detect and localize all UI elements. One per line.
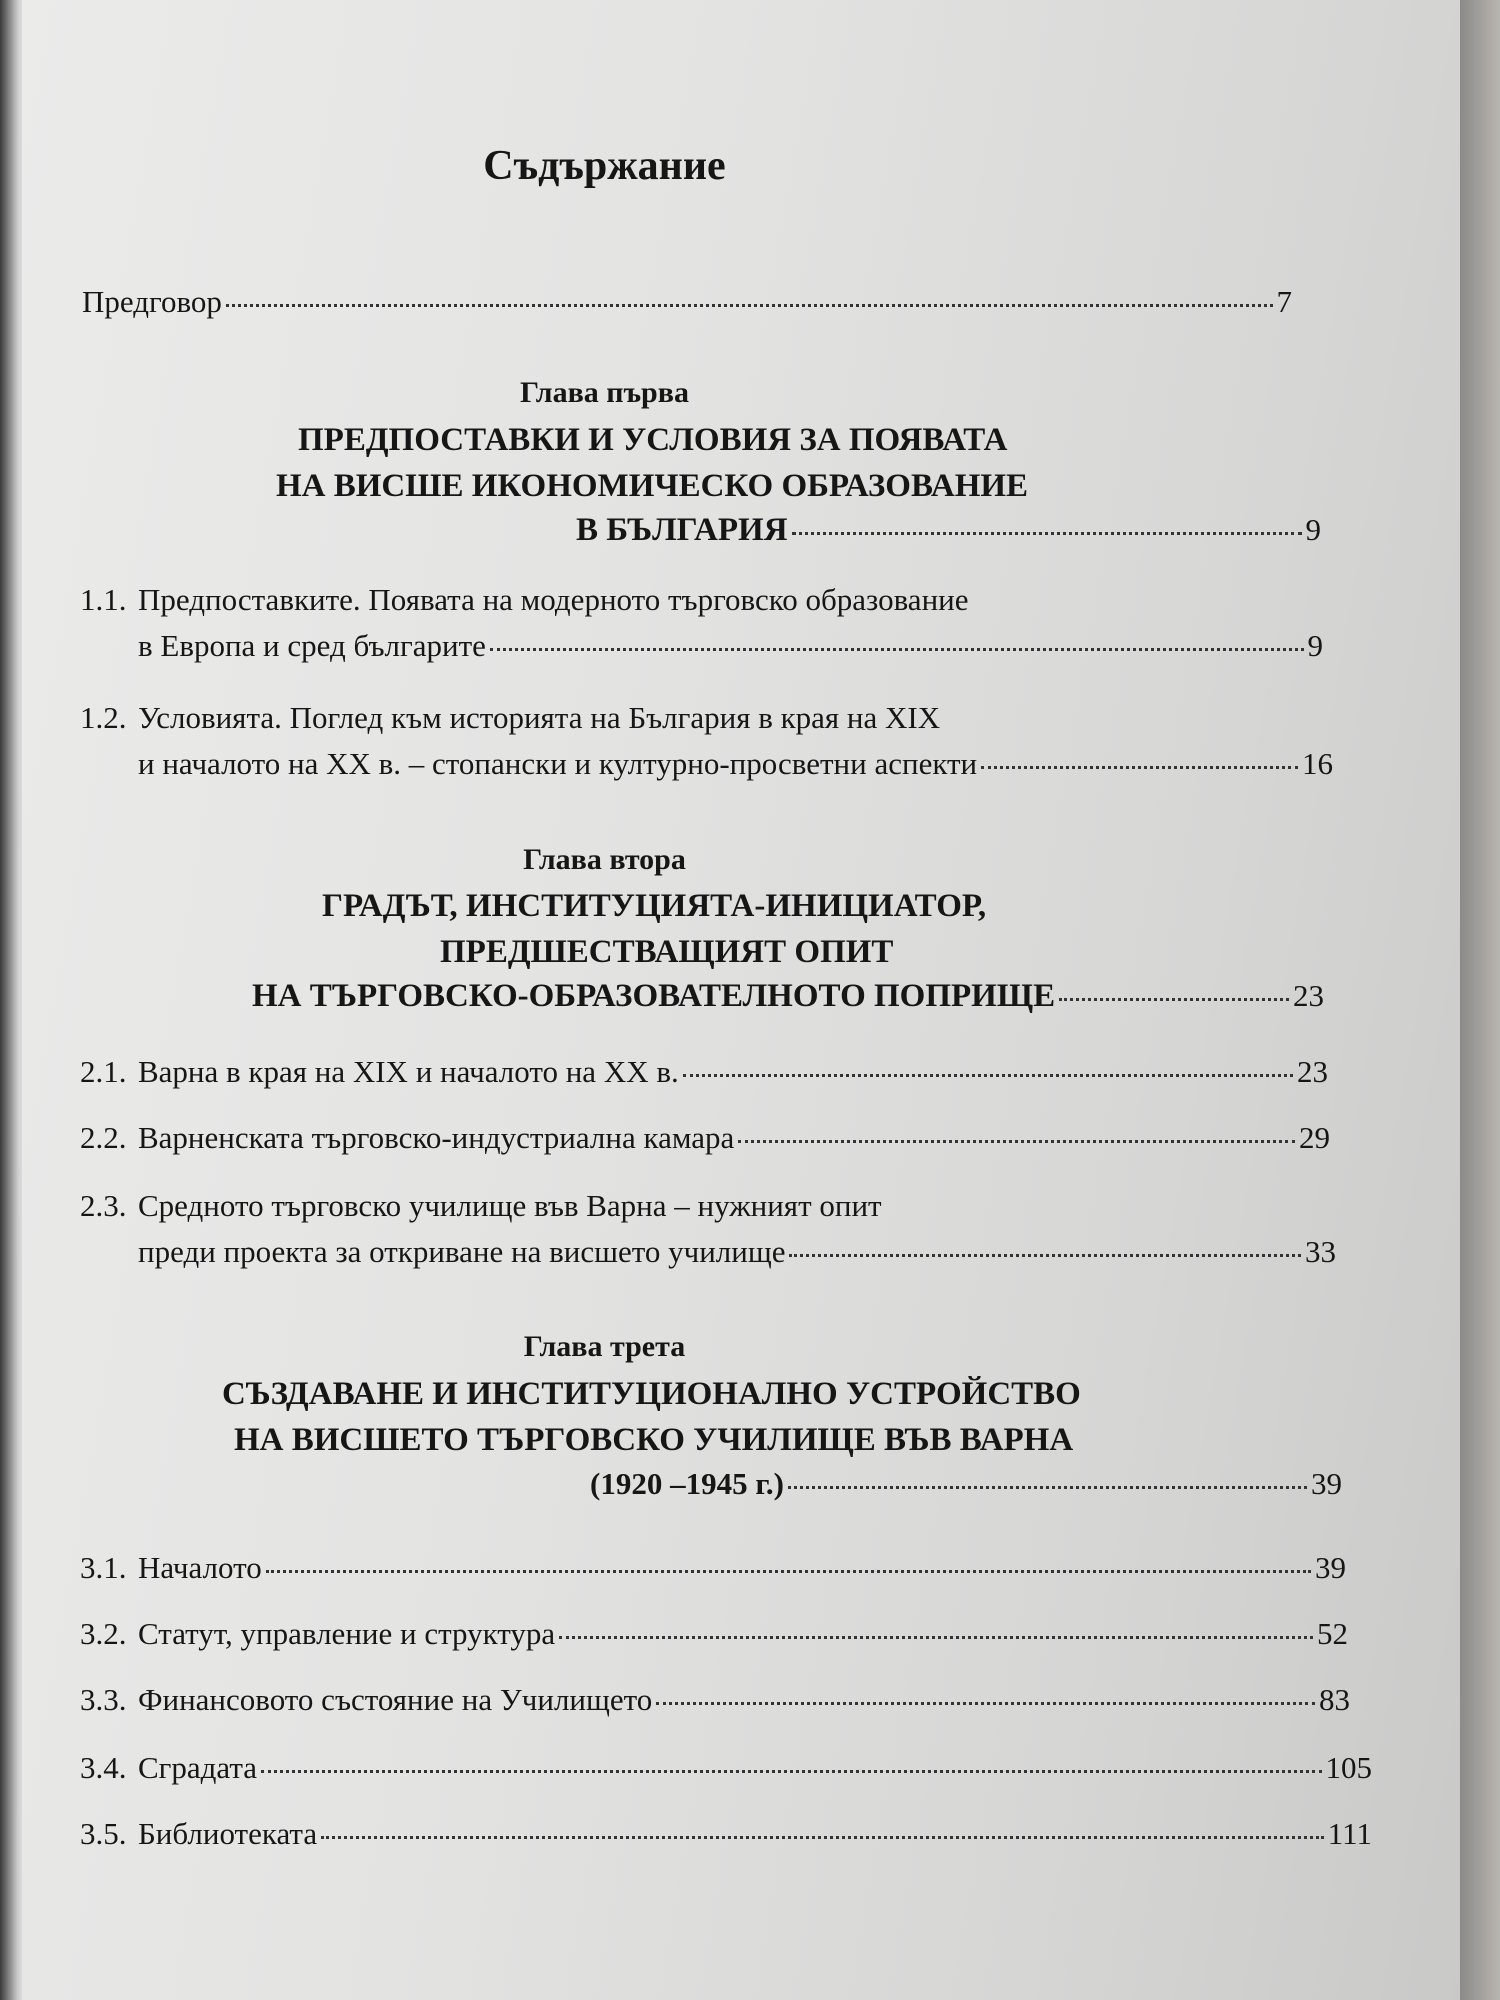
chapter-heading-line: СЪЗДАВАНЕ И ИНСТИТУЦИОНАЛНО УСТРОЙСТВО — [222, 1376, 1081, 1412]
section-number: 2.3. — [80, 1188, 127, 1223]
leader-dots — [266, 1570, 1311, 1573]
leader-dots — [738, 1140, 1295, 1143]
desk-background — [1460, 0, 1500, 2000]
leader-dots — [226, 304, 1273, 307]
toc-entry-3-3: 3.3. Финансовото състояние на Училището 83 — [80, 1682, 1350, 1717]
section-title-line: Средното търговско училище във Варна – нужният опит — [138, 1188, 882, 1223]
toc-entry-2-1: 2.1. Варна в края на XIX и началото на XX в. 23 — [80, 1054, 1328, 1089]
leader-dots — [789, 1254, 1301, 1257]
leader-dots — [792, 532, 1302, 535]
leader-dots — [683, 1074, 1293, 1077]
leader-dots — [490, 648, 1304, 651]
toc-entry-3-2: 3.2. Статут, управление и структура 52 — [80, 1616, 1348, 1651]
toc-entry-2-2: 2.2. Варненската търговско-индустриална камара 29 — [80, 1120, 1330, 1155]
toc-entry-chapter-2: НА ТЪРГОВСКО-ОБРАЗОВАТЕЛНОТО ПОПРИЩЕ 23 — [252, 978, 1324, 1014]
toc-entry-1-1: в Европа и сред българите 9 — [138, 628, 1323, 663]
section-number: 1.1. — [80, 582, 127, 617]
chapter-label: Глава втора — [523, 843, 686, 876]
leader-dots — [656, 1702, 1315, 1705]
toc-entry-chapter-1: В БЪЛГАРИЯ 9 — [576, 512, 1321, 548]
leader-dots — [559, 1636, 1313, 1639]
section-title-line: Условията. Поглед към историята на България в края на XIX — [138, 700, 941, 735]
leader-dots — [788, 1486, 1307, 1489]
toc-entry-3-4: 3.4. Сградата 105 — [80, 1750, 1372, 1785]
section-title-line: Предпоставките. Появата на модерното търговско образование — [138, 582, 969, 617]
toc-entry-chapter-3: (1920 –1945 г.) 39 — [590, 1466, 1342, 1501]
chapter-heading-line: ГРАДЪТ, ИНСТИТУЦИЯТА-ИНИЦИАТОР, — [322, 888, 987, 924]
toc-entry-preface: Предговор 7 — [82, 284, 1292, 319]
chapter-heading-line: НА ВИСШЕТО ТЪРГОВСКО УЧИЛИЩЕ ВЪВ ВАРНА — [234, 1422, 1074, 1458]
chapter-heading-line: ПРЕДПОСТАВКИ И УСЛОВИЯ ЗА ПОЯВАТА — [298, 422, 1008, 458]
book-page — [22, 0, 1462, 2000]
toc-entry-2-3: преди проекта за откриване на висшето училище 33 — [138, 1234, 1336, 1269]
toc-entry-3-1: 3.1. Началото 39 — [80, 1550, 1346, 1585]
leader-dots — [1059, 998, 1289, 1001]
page-title: Съдържание — [483, 143, 726, 189]
chapter-label: Глава първа — [520, 376, 689, 409]
toc-entry-1-2: и началото на XX в. – стопански и културно-просветни аспекти 16 — [138, 746, 1333, 781]
leader-dots — [321, 1836, 1324, 1839]
chapter-heading-line: ПРЕДШЕСТВАЩИЯТ ОПИТ — [440, 934, 894, 970]
leader-dots — [261, 1770, 1321, 1773]
leader-dots — [981, 766, 1298, 769]
chapter-label: Глава трета — [523, 1330, 686, 1363]
toc-entry-3-5: 3.5. Библиотеката 111 — [80, 1816, 1372, 1851]
chapter-heading-line: НА ВИСШЕ ИКОНОМИЧЕСКО ОБРАЗОВАНИЕ — [276, 468, 1029, 504]
section-number: 1.2. — [80, 700, 127, 735]
